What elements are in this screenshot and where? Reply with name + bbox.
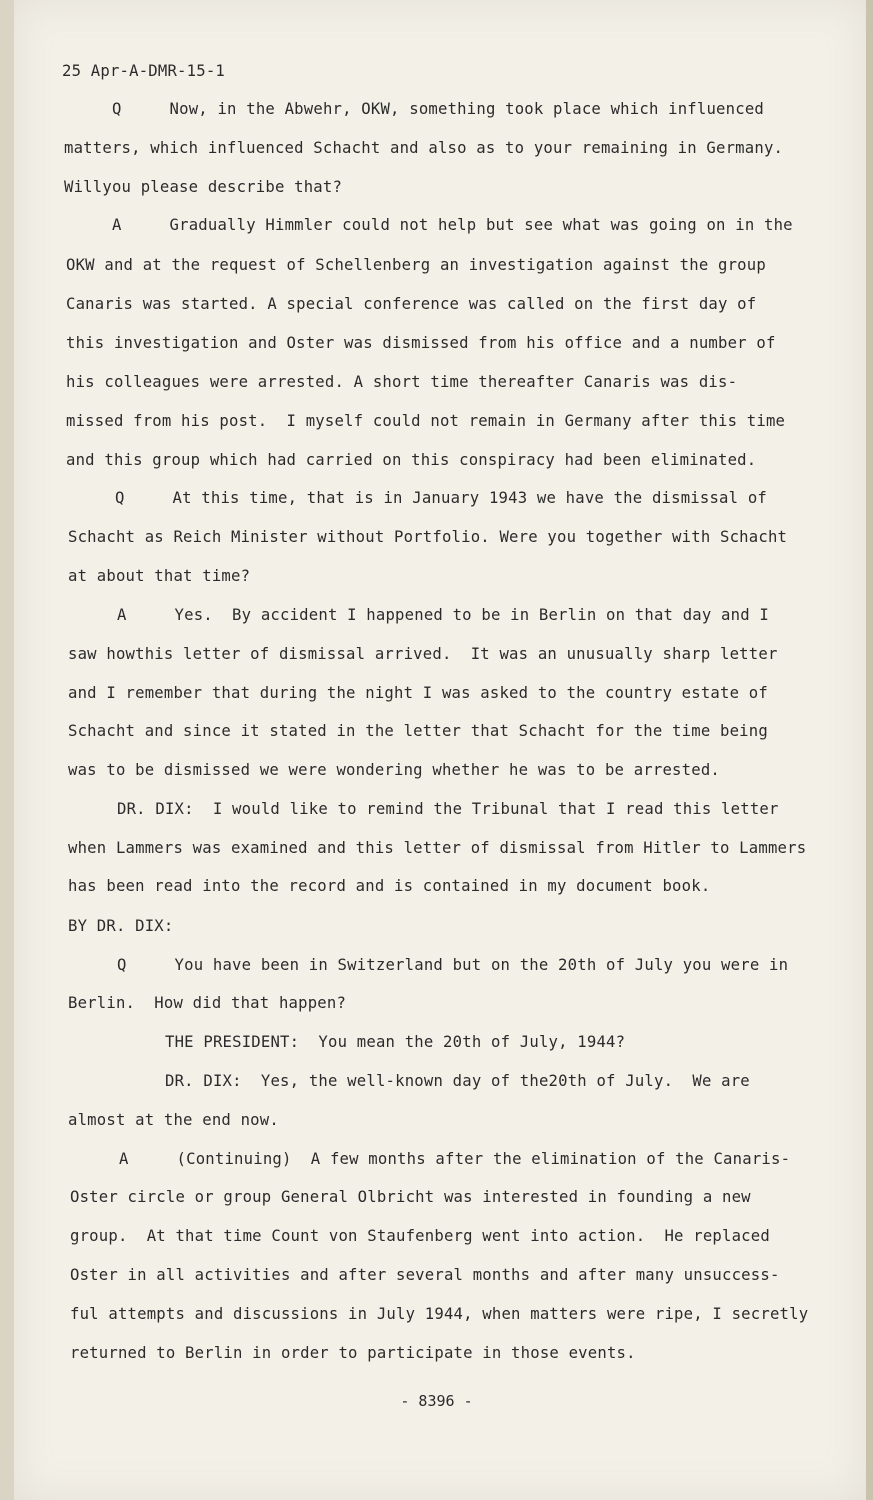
- page-number: - 8396 -: [400, 1392, 473, 1410]
- page-edge: [866, 0, 873, 1500]
- text-line: A (Continuing) A few months after the elimination of the Canaris-: [119, 1150, 791, 1168]
- text-line: Schacht as Reich Minister without Portfolio. Were you together with Schacht: [68, 528, 788, 546]
- text-line: OKW and at the request of Schellenberg an investigation against the group: [66, 256, 766, 274]
- text-line: and this group which had carried on this conspiracy had been eliminated.: [66, 451, 757, 469]
- text-line: group. At that time Count von Staufenberg went into action. He replaced: [70, 1227, 770, 1245]
- text-line: Oster circle or group General Olbricht was interested in founding a new: [70, 1188, 751, 1206]
- text-line: Q You have been in Switzerland but on the 20th of July you were in: [117, 956, 789, 974]
- text-line: and I remember that during the night I was asked to the country estate of: [68, 684, 768, 702]
- text-line: Willyou please describe that?: [64, 178, 343, 196]
- text-line: was to be dismissed we were wondering whether he was to be arrested.: [68, 761, 720, 779]
- text-line: THE PRESIDENT: You mean the 20th of July, 1944?: [165, 1033, 626, 1051]
- text-line: matters, which influenced Schacht and also as to your remaining in Germany.: [64, 139, 784, 157]
- text-line: Q Now, in the Abwehr, OKW, something took place which influenced: [112, 100, 764, 118]
- text-line: when Lammers was examined and this letter of dismissal from Hitler to Lammers: [68, 839, 807, 857]
- text-line: DR. DIX: I would like to remind the Tribunal that I read this letter: [117, 800, 779, 818]
- text-line: Berlin. How did that happen?: [68, 994, 347, 1012]
- text-line: has been read into the record and is contained in my document book.: [68, 877, 711, 895]
- text-line: Oster in all activities and after several months and after many unsuccess-: [70, 1266, 780, 1284]
- text-line: DR. DIX: Yes, the well-known day of the20th of July. We are: [165, 1072, 750, 1090]
- text-line: BY DR. DIX:: [68, 917, 174, 935]
- text-line: his colleagues were arrested. A short time thereafter Canaris was dis-: [66, 373, 738, 391]
- text-line: Q At this time, that is in January 1943 we have the dismissal of: [115, 489, 767, 507]
- text-line: almost at the end now.: [68, 1111, 279, 1129]
- text-line: saw howthis letter of dismissal arrived. It was an unusually sharp letter: [68, 645, 778, 663]
- text-line: at about that time?: [68, 567, 251, 585]
- text-line: returned to Berlin in order to participate in those events.: [70, 1344, 636, 1362]
- text-line: A Yes. By accident I happened to be in Berlin on that day and I: [117, 606, 769, 624]
- text-line: A Gradually Himmler could not help but see what was going on in the: [112, 216, 793, 234]
- text-line: Schacht and since it stated in the letter that Schacht for the time being: [68, 722, 768, 740]
- text-line: ful attempts and discussions in July 1944, when matters were ripe, I secretly: [70, 1305, 809, 1323]
- document-header: 25 Apr-A-DMR-15-1: [62, 62, 225, 80]
- text-line: this investigation and Oster was dismissed from his office and a number of: [66, 334, 776, 352]
- text-line: missed from his post. I myself could not remain in Germany after this time: [66, 412, 786, 430]
- text-line: Canaris was started. A special conference was called on the first day of: [66, 295, 757, 313]
